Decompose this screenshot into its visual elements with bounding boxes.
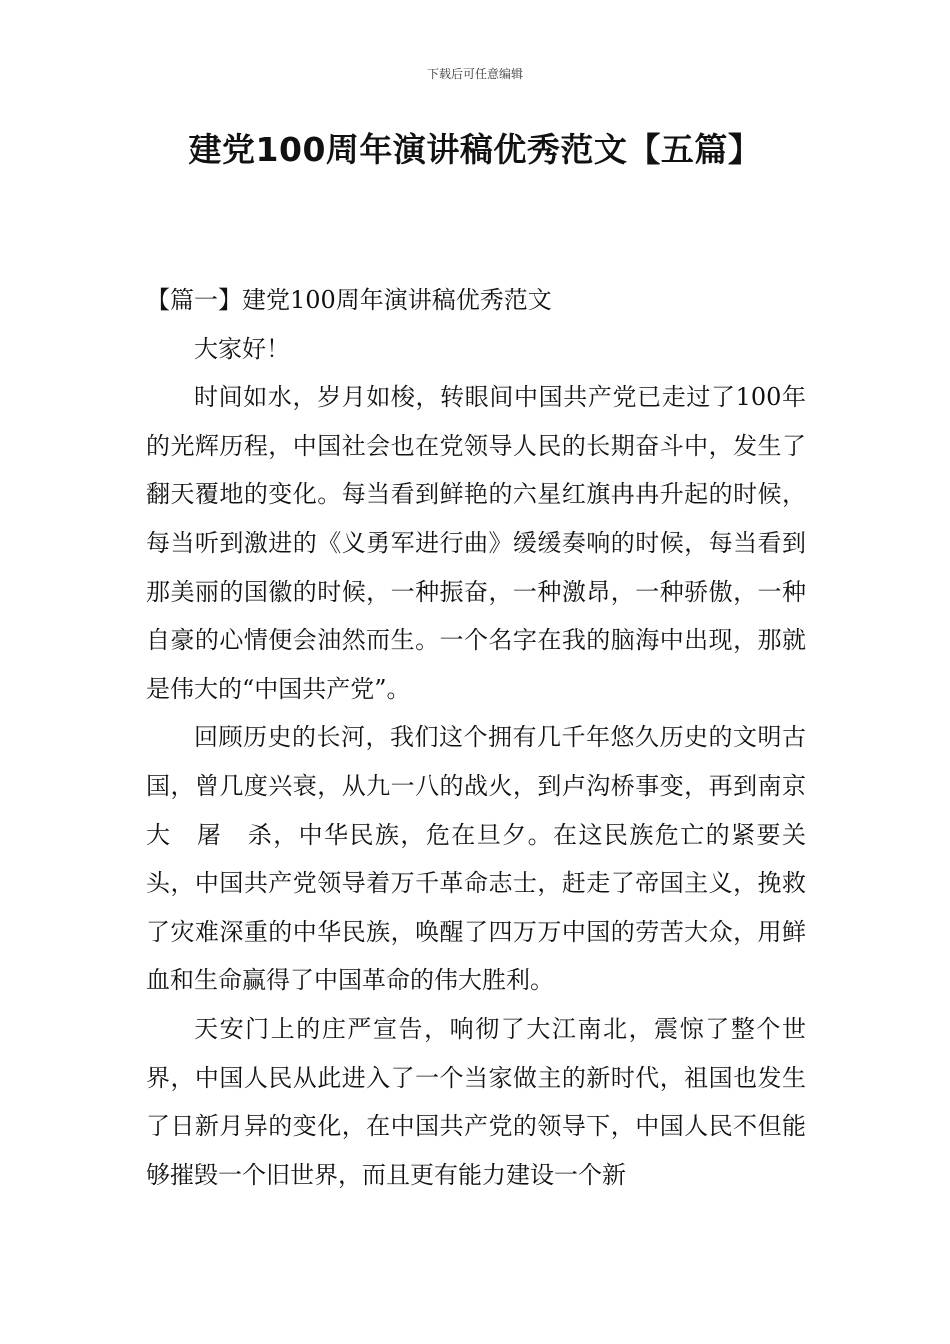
greeting-paragraph: 大家好！ xyxy=(194,334,290,363)
body-paragraph: 回顾历史的长河，我们这个拥有几千年悠久历史的文明古国，曾几度兴衰，从九一八的战火，到卢沟桥事变，再到南京大 屠 杀，中华民族，危在旦夕。在这民族危亡的紧要关头，中国共产党领导着万千革命志士，赶走了帝国主义，挽救了灾难深重的中华民族，唤醒了四万万中国的劳苦大众，用鲜血和生命赢得了中国革命的伟大胜利。 xyxy=(146,723,806,995)
body-paragraph: 天安门上的庄严宣告，响彻了大江南北，震惊了整个世界，中国人民从此进入了一个当家做主的新时代，祖国也发生了日新月异的变化，在中国共产党的领导下，中国人民不但能够摧毁一个旧世界，而且更有能力建设一个新 xyxy=(146,1014,806,1189)
section-heading: 【篇一】建党100周年演讲稿优秀范文 xyxy=(146,286,552,314)
header-note: 下载后可任意编辑 xyxy=(426,67,523,81)
document-title: 建党100周年演讲稿优秀范文【五篇】 xyxy=(188,130,762,169)
document-body xyxy=(146,276,806,1199)
body-paragraph: 时间如水，岁月如梭，转眼间中国共产党已走过了100年的光辉历程，中国社会也在党领导人民的长期奋斗中，发生了翻天覆地的变化。每当看到鲜艳的六星红旗冉冉升起的时候，每当听到激进的《义勇军进行曲》缓缓奏响的时候，每当看到那美丽的国徽的时候，一种振奋，一种激昂，一种骄傲，一种自豪的心情便会油然而生。一个名字在我的脑海中出现，那就是伟大的“中国共产党”。 xyxy=(146,383,806,703)
